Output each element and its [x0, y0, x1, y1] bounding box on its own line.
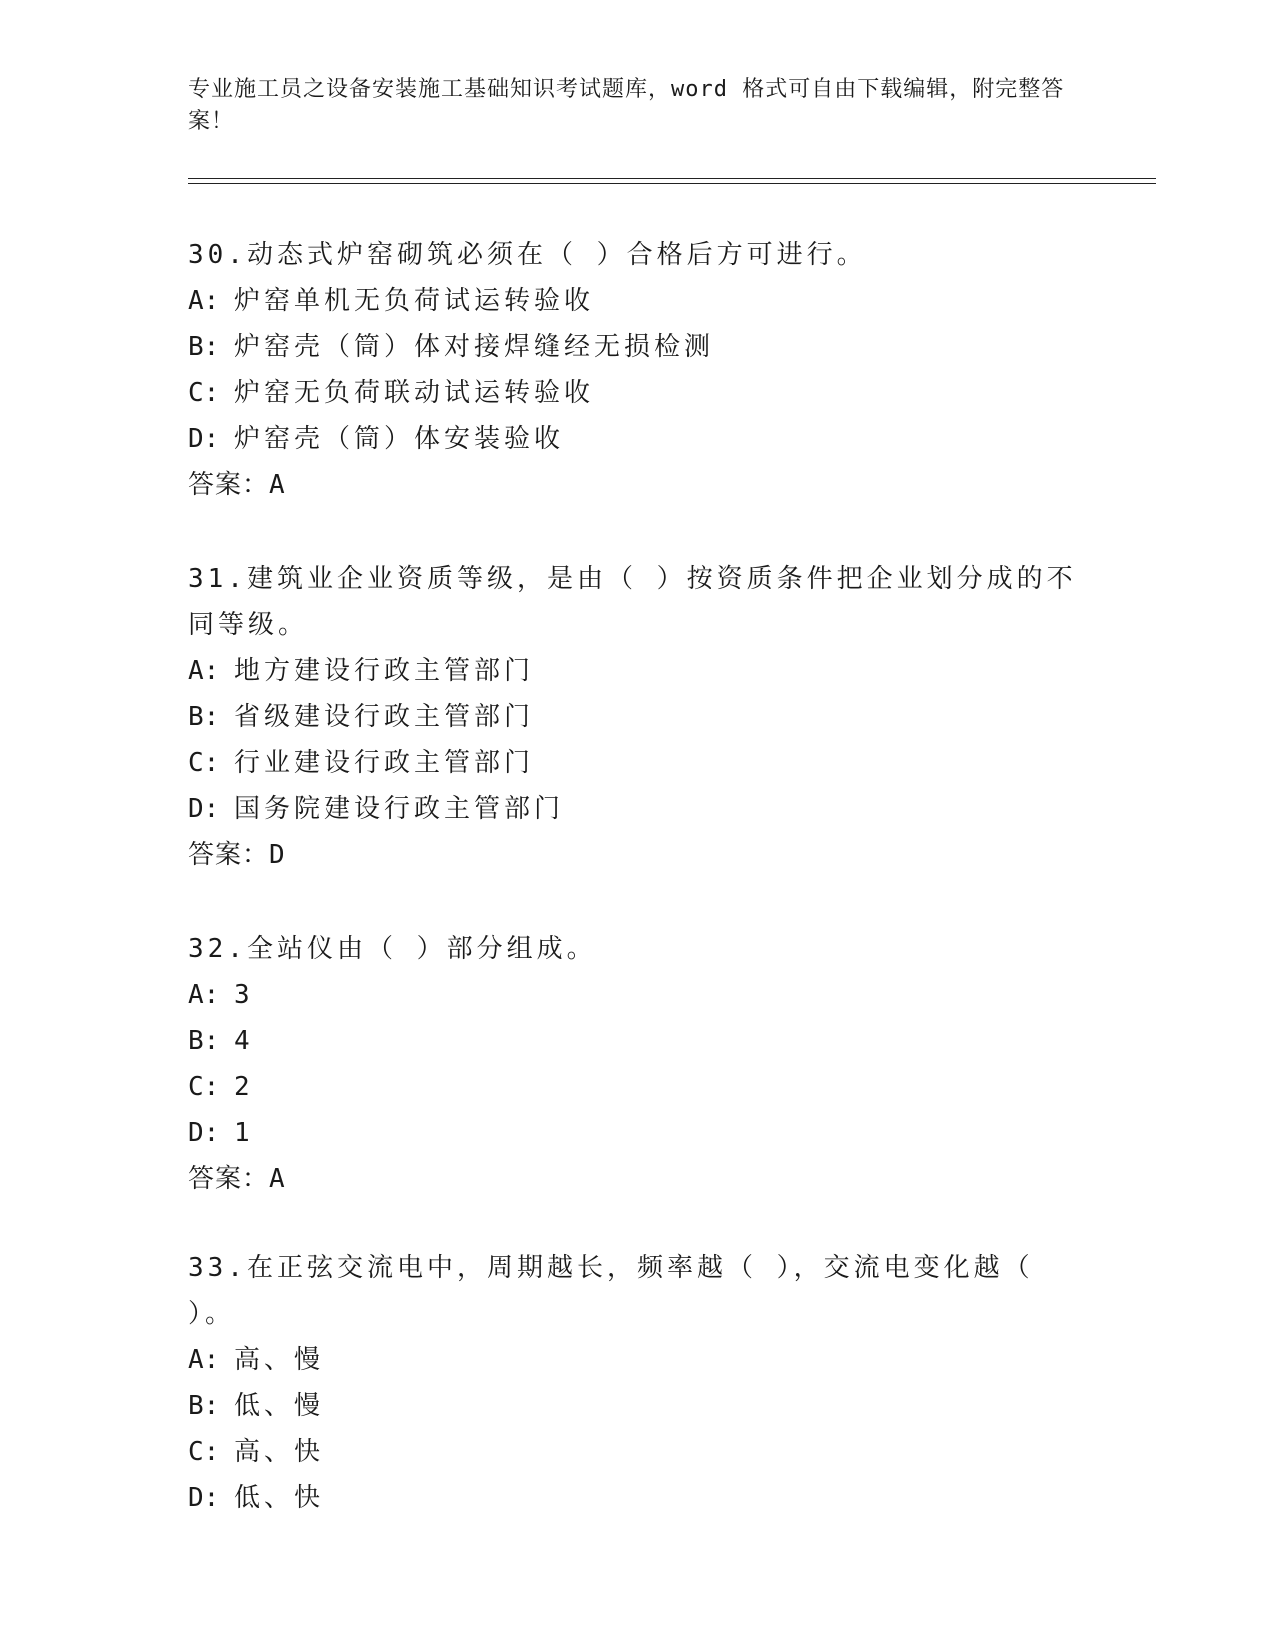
question-30: [188, 232, 1088, 508]
header-divider-bottom: [188, 183, 1156, 184]
option-letter: B:: [188, 1391, 220, 1421]
document-header: 专业施工员之设备安装施工基础知识考试题库，word 格式可自由下载编辑，附完整答案！: [188, 77, 1065, 134]
option-text: 炉窑单机无负荷试运转验收: [234, 286, 595, 316]
option-a: [188, 972, 1088, 1018]
question-stem: 31.建筑业企业资质等级，是由（ ）按资质条件把企业划分成的不同等级。: [188, 564, 1077, 640]
question-31: [188, 556, 1088, 878]
option-b: [188, 324, 1088, 370]
option-d: [188, 786, 1088, 832]
option-letter: D:: [188, 424, 220, 454]
option-a: [188, 1337, 1088, 1383]
option-text: 高、慢: [234, 1345, 325, 1375]
option-letter: A:: [188, 1345, 220, 1375]
option-b: [188, 1018, 1088, 1064]
option-letter: D:: [188, 794, 220, 824]
option-letter: A:: [188, 656, 220, 686]
option-text: 1: [234, 1118, 254, 1148]
option-letter: B:: [188, 332, 220, 362]
option-b: [188, 1383, 1088, 1429]
answer-line: [188, 832, 1088, 878]
option-text: 炉窑壳（筒）体安装验收: [234, 424, 565, 454]
option-letter: A:: [188, 980, 220, 1010]
option-letter: C:: [188, 748, 220, 778]
option-c: [188, 1064, 1088, 1110]
option-c: [188, 740, 1088, 786]
answer-line: [188, 462, 1088, 508]
question-stem: 32.全站仪由（ ）部分组成。: [188, 934, 597, 964]
option-d: [188, 1475, 1088, 1521]
answer-line: [188, 1156, 1088, 1202]
question-stem: 30.动态式炉窑砌筑必须在（ ）合格后方可进行。: [188, 240, 867, 270]
option-letter: C:: [188, 378, 220, 408]
question-stem: 33.在正弦交流电中，周期越长，频率越（ ），交流电变化越（ ）。: [188, 1253, 1034, 1329]
option-text: 行业建设行政主管部门: [234, 748, 535, 778]
option-text: 2: [234, 1072, 254, 1102]
answer-label: 答案：: [188, 470, 270, 500]
option-b: [188, 694, 1088, 740]
option-text: 高、快: [234, 1437, 325, 1467]
option-text: 炉窑壳（筒）体对接焊缝经无损检测: [234, 332, 715, 362]
option-letter: D:: [188, 1483, 220, 1513]
option-a: [188, 278, 1088, 324]
option-d: [188, 416, 1088, 462]
question-33: [188, 1245, 1088, 1521]
option-text: 3: [234, 980, 254, 1010]
option-letter: C:: [188, 1437, 220, 1467]
question-32: [188, 926, 1088, 1202]
option-letter: C:: [188, 1072, 220, 1102]
option-a: [188, 648, 1088, 694]
option-text: 省级建设行政主管部门: [234, 702, 535, 732]
option-text: 地方建设行政主管部门: [234, 656, 535, 686]
option-text: 低、慢: [234, 1391, 325, 1421]
option-letter: D:: [188, 1118, 220, 1148]
answer-value: D: [269, 840, 286, 870]
option-c: [188, 1429, 1088, 1475]
header-divider-top: [188, 178, 1156, 179]
option-text: 国务院建设行政主管部门: [234, 794, 565, 824]
answer-label: 答案：: [188, 1164, 270, 1194]
answer-label: 答案：: [188, 840, 270, 870]
option-letter: B:: [188, 702, 220, 732]
option-text: 低、快: [234, 1483, 325, 1513]
option-text: 4: [234, 1026, 254, 1056]
answer-value: A: [269, 470, 286, 500]
option-letter: B:: [188, 1026, 220, 1056]
option-d: [188, 1110, 1088, 1156]
option-text: 炉窑无负荷联动试运转验收: [234, 378, 595, 408]
option-letter: A:: [188, 286, 220, 316]
option-c: [188, 370, 1088, 416]
answer-value: A: [269, 1164, 286, 1194]
